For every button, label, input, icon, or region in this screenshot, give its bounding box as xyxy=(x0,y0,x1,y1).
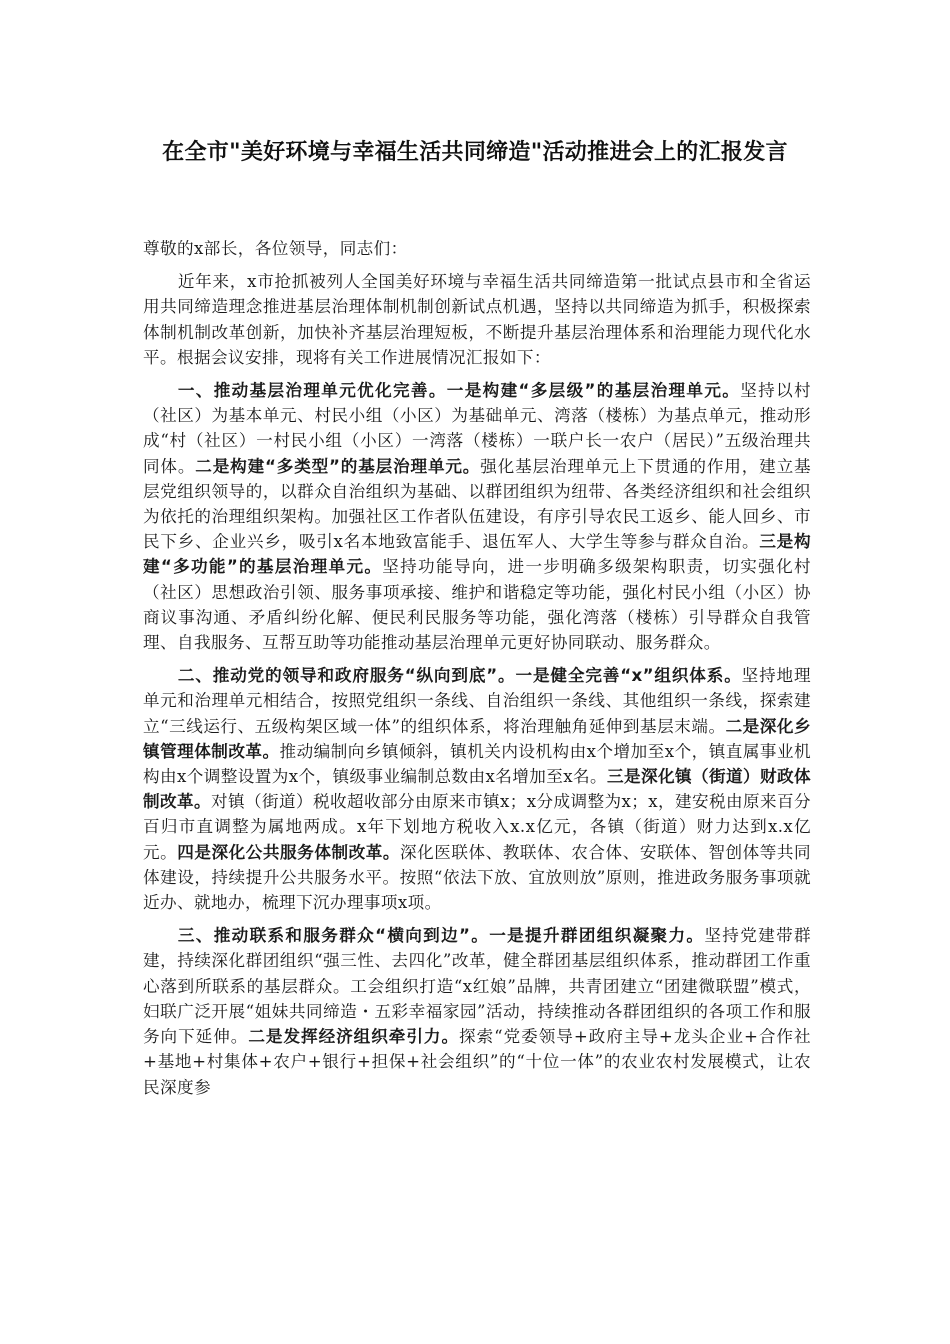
section-3-point-1-title: 一是提升群团组织凝聚力。 xyxy=(489,926,705,946)
section-2-point-1-text: 坚持地理单元和治理单元相结合，按照党组织一条线、自治组织一条线、其他组织一条线，探索建立“三线运行、五级构架区域一体”的组织体系，将治理触角延伸到基层末端。 xyxy=(143,666,812,736)
section-3-point-2-title: 二是发挥经济组织牵引力。 xyxy=(248,1027,460,1047)
section-1-point-1-text: 坚持以村（社区）为基本单元、村民小组（小区）为基础单元、湾落（楼栋）为基点单元，推动形成“村（社区）一村民小组（小区）一湾落（楼栋）一联户长一农户（居民）”五级治理共同体。 xyxy=(143,381,811,476)
section-1-heading: 一、推动基层治理单元优化完善。 xyxy=(177,381,447,401)
section-1-point-2-text: 强化基层治理单元上下贯通的作用，建立基层党组织领导的，以群众自治组织为基础、以群团组织为纽带、各类经济组织和社会组织为依托的治理组织架构。加强社区工作者队伍建设，有序引导农民工返乡、能人回乡、市民下乡、企业兴乡，吸引x名本地致富能手、退伍军人、大学生等参与群众自治。 xyxy=(143,456,811,552)
section-2-point-1-title: 一是健全完善“x”组织体系。 xyxy=(515,666,742,686)
section-1-point-3-text: 坚持功能导向，进一步明确多级架构职责，切实强化村（社区）思想政治引领、服务事项承接、维护和谐稳定等功能，强化村民小组（小区）协商议事沟通、矛盾纠纷化解、便民利民服务等功能，强化湾落（楼栋）引导群众自我管理、自我服务、互帮互助等功能推动基层治理单元更好协同联动、服务群众。 xyxy=(143,557,811,653)
section-3-paragraph xyxy=(143,923,811,1099)
document-title: 在全市"美好环境与幸福生活共同缔造"活动推进会上的汇报发言 xyxy=(162,140,788,165)
section-2-point-3-text: 对镇（街道）税收超收部分由原来市镇x；x分成调整为x；x，建安税由原来百分百归市直调整为属地两成。x年下划地方税收入x.x亿元，各镇（街道）财力达到x.x亿元。 xyxy=(143,792,811,862)
section-2-point-3-title: 三是深化镇（街道）财政体制改革。 xyxy=(143,767,811,812)
intro-paragraph: 近年来，x市抢抓被列人全国美好环境与幸福生活共同缔造第一批试点县市和全省运用共同缔造理念推进基层治理体制机制创新试点机遇，坚持以共同缔造为抓手，积极探索体制机制改革创新，加快补齐基层治理短板，不断提升基层治理体系和治理能力现代化水平。根据会议安排，现将有关工作进展情况汇报如下： xyxy=(143,272,811,367)
section-2-point-4-title: 四是深化公共服务体制改革。 xyxy=(177,842,400,862)
section-2-point-2-title: 二是深化乡镇管理体制改革。 xyxy=(143,716,812,761)
salutation: 尊敬的x部长，各位领导，同志们： xyxy=(143,239,408,258)
section-1-point-1-title: 一是构建“多层级”的基层治理单元。 xyxy=(446,381,741,401)
section-2-paragraph xyxy=(143,663,811,915)
section-3-point-2-text: 探索“党委领导+政府主导+龙头企业+合作社+基地+村集体+农户+银行+担保+社会组织”的“十位一体”的农业农村发展模式，让农民深度参 xyxy=(143,1027,811,1097)
section-1-point-2-title: 二是构建“多类型”的基层治理单元。 xyxy=(195,456,481,476)
document-body xyxy=(143,236,811,1108)
section-2-heading: 二、推动党的领导和政府服务“纵向到底”。 xyxy=(177,666,516,686)
section-2-point-4-text: 深化医联体、教联体、农合体、安联体、智创体等共同体建设，持续提升公共服务水平。按照“依法下放、宜放则放”原则，推进政务服务事项就近办、就地办，梳理下沉办理事项x项。 xyxy=(143,842,811,913)
section-3-heading: 三、推动联系和服务群众“横向到边”。 xyxy=(177,926,490,946)
section-3-point-1-text: 坚持党建带群建，持续深化群团组织“强三性、去四化”改革，健全群团基层组织体系，推动群团工作重心落到所联系的基层群众。工会组织打造“x红娘”品牌，共青团建立“团建微联盟”模式，妇联广泛开展“姐妹共同缔造・五彩幸福家园”活动，持续推动各群团组织的各项工作和服务向下延伸。 xyxy=(143,926,811,1047)
section-1-point-3-title: 三是构建“多功能”的基层治理单元。 xyxy=(143,532,811,577)
section-1-paragraph xyxy=(143,378,811,655)
section-2-point-2-text: 推动编制向乡镇倾斜，镇机关内设机构由x个增加至x个，镇直属事业机构由x个调整设置为x个，镇级事业编制总数由x名增加至x名。 xyxy=(143,741,812,787)
